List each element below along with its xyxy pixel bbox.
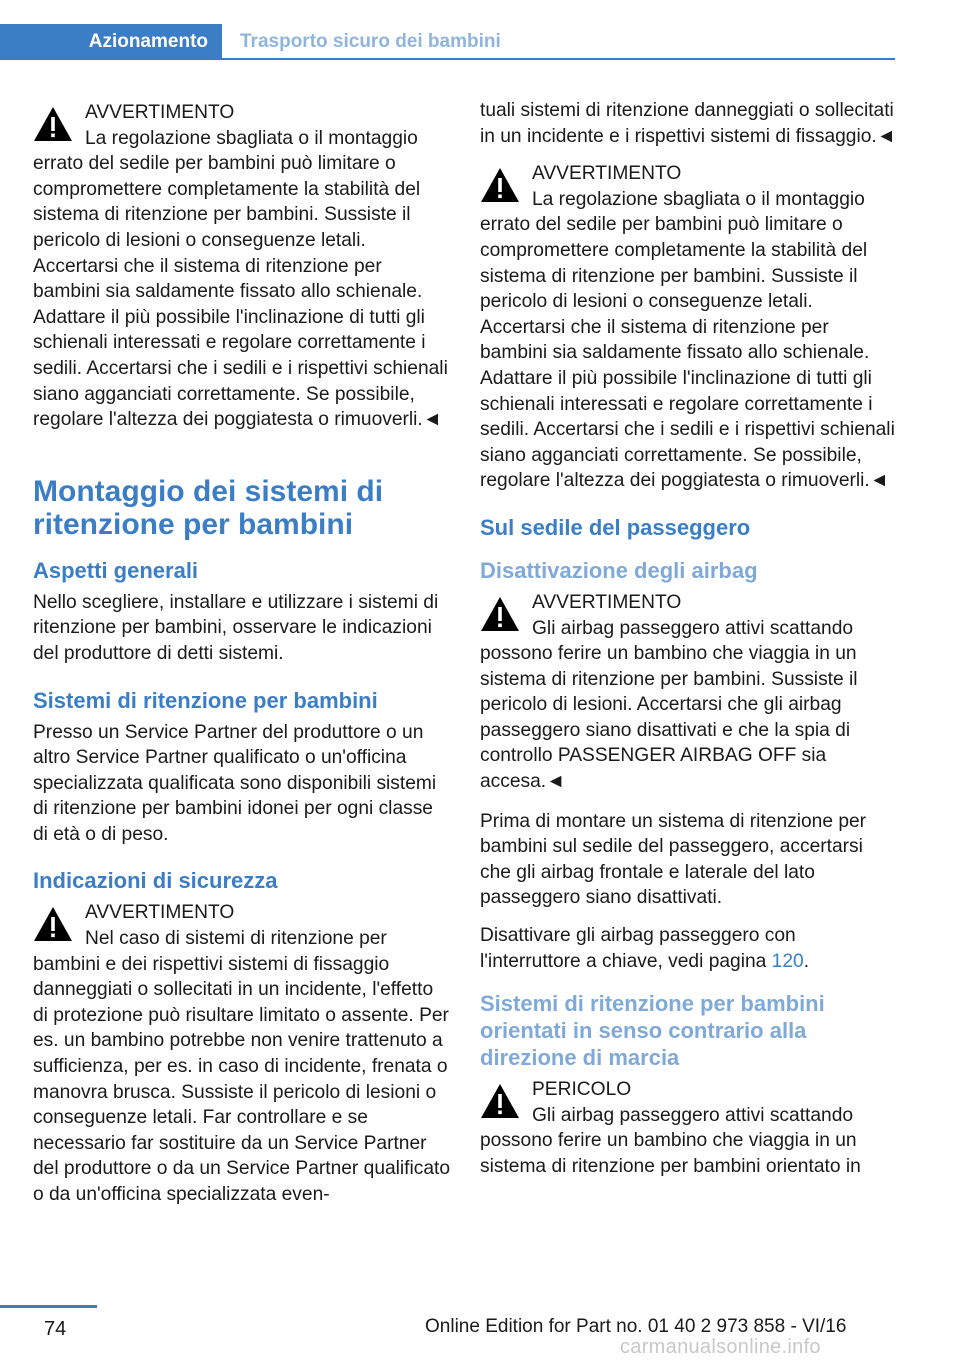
- warning-label: AVVERTIMENTO: [532, 163, 682, 185]
- warning-icon: [480, 1083, 520, 1119]
- warning-text: Gli airbag passeggero attivi scattando possono ferire un bambino che viaggia in un sistema di ritenzione per bambini. Sussiste il pericolo di lesioni. Accertarsi che gli airbag passeggero siano disattivati e che la spia di controllo PASSENGER AIRBAG OFF sia accesa.◄: [480, 617, 858, 793]
- warning-label: AVVERTIMENTO: [532, 591, 682, 613]
- paragraph-systems: Presso un Service Partner del produttore o un altro Service Partner qualificato o un'officina specializzata qualificata sono disponibili sistemi di ritenzione per bambini idonei per ogni classe di età o di peso.: [33, 721, 437, 845]
- heading-systems: Sistemi di ritenzione per bambini: [33, 687, 378, 713]
- warning-text: La regolazione sbagliata o il montaggio errato del sedile per bambini può limitare o compromettere completamente la stabilità del sistema di ritenzione per bambini. Sussiste il pericolo di lesioni o conseguenze letali. Accertarsi che il sistema di ritenzione per bambini sia saldamente fissato allo schienale. Adattare il più possibile l'inclinazione di tutti gli schienali interessati e regolare correttamente i sedili. Accertarsi che i sedili e i rispettivi schienali siano agganciati correttamente. Se possibile, regolare l'altezza dei poggiatesta o rimuoverli.◄: [33, 127, 448, 431]
- warning-block: [480, 590, 898, 795]
- warning-icon: [33, 106, 73, 142]
- page-link[interactable]: 120: [771, 950, 804, 972]
- paragraph-deactivate: [480, 923, 898, 974]
- warning-icon: [480, 596, 520, 632]
- watermark: carmanualsonline.info: [620, 1336, 821, 1358]
- heading-general: Aspetti generali: [33, 557, 199, 583]
- danger-block: [480, 1077, 898, 1179]
- continued-text: tuali sistemi di ritenzione danneggiati o sollecitati in un incidente e i rispettivi sistemi di fissaggio.◄: [480, 100, 896, 147]
- chapter-tab[interactable]: Azionamento: [0, 24, 222, 60]
- chapter-heading: Montaggio dei sistemi di ritenzione per bambini: [33, 474, 384, 541]
- danger-text: Gli airbag passeggero attivi scattando possono ferire un bambino che viaggia in un sistema di ritenzione per bambini orientato in: [480, 1104, 861, 1177]
- warning-block: [33, 100, 451, 433]
- heading-airbag: Disattivazione degli airbag: [480, 557, 758, 583]
- warning-icon: [480, 167, 520, 203]
- warning-block: [33, 900, 451, 1207]
- paragraph-general: Nello scegliere, installare e utilizzare i sistemi di ritenzione per bambini, osservare le indicazioni del produttore di detti sistemi.: [33, 591, 439, 664]
- page-header: [0, 24, 895, 62]
- deactivate-end: .: [803, 950, 810, 972]
- edition-text: Online Edition for Part no. 01 40 2 973 858 - VI/16: [425, 1316, 847, 1337]
- warning-text: Nel caso di sistemi di ritenzione per bambini e dei rispettivi sistemi di fissaggio danneggiati o sollecitati in un incidente, l'effetto di protezione può risultare limitato o assente. Per es. un bambino potrebbe non venire trattenuto a sufficienza, per es. in caso di incidente, frenata o manovra brusca. Sussiste il pericolo di lesioni o conseguenze letali. Far controllare e se necessario far sostituire da un Service Partner del produttore o da un Service Partner qualificato o da un'officina specializzata even-: [33, 928, 451, 1205]
- warning-text: La regolazione sbagliata o il montaggio errato del sedile per bambini può limitare o compromettere completamente la stabilità del sistema di ritenzione per bambini. Sussiste il pericolo di lesioni o conseguenze letali. Accertarsi che il sistema di ritenzione per bambini sia saldamente fissato allo schienale. Adattare il più possibile l'inclinazione di tutti gli schienali interessati e regolare correttamente i sedili. Accertarsi che i sedili e i rispettivi schienali siano agganciati correttamente. Se possibile, regolare l'altezza dei poggiatesta o rimuoverli.◄: [480, 188, 895, 492]
- section-tab[interactable]: Trasporto sicuro dei bambini: [240, 31, 501, 52]
- page-number: 74: [44, 1318, 67, 1340]
- heading-safety: Indicazioni di sicurezza: [33, 868, 278, 894]
- left-column: [33, 100, 451, 1222]
- deactivate-text: Disattivare gli airbag passeggero con l'interruttore a chiave, vedi pagina: [480, 925, 796, 972]
- footer-rule: [0, 1305, 97, 1308]
- heading-passenger: Sul sedile del passeggero: [480, 514, 751, 540]
- heading-rear-facing: Sistemi di ritenzione per bambini orientati in senso contrario alla direzione di marcia: [480, 991, 825, 1071]
- warning-label: AVVERTIMENTO: [85, 102, 235, 123]
- paragraph-before: Prima di montare un sistema di ritenzione per bambini sul sedile del passeggero, accertarsi che gli airbag frontale e laterale del lato passeggero siano disattivati.: [480, 810, 867, 909]
- warning-label: AVVERTIMENTO: [85, 902, 235, 924]
- right-column: [480, 98, 898, 1194]
- warning-icon: [33, 906, 73, 942]
- danger-label: PERICOLO: [532, 1079, 632, 1101]
- warning-block: [480, 161, 898, 494]
